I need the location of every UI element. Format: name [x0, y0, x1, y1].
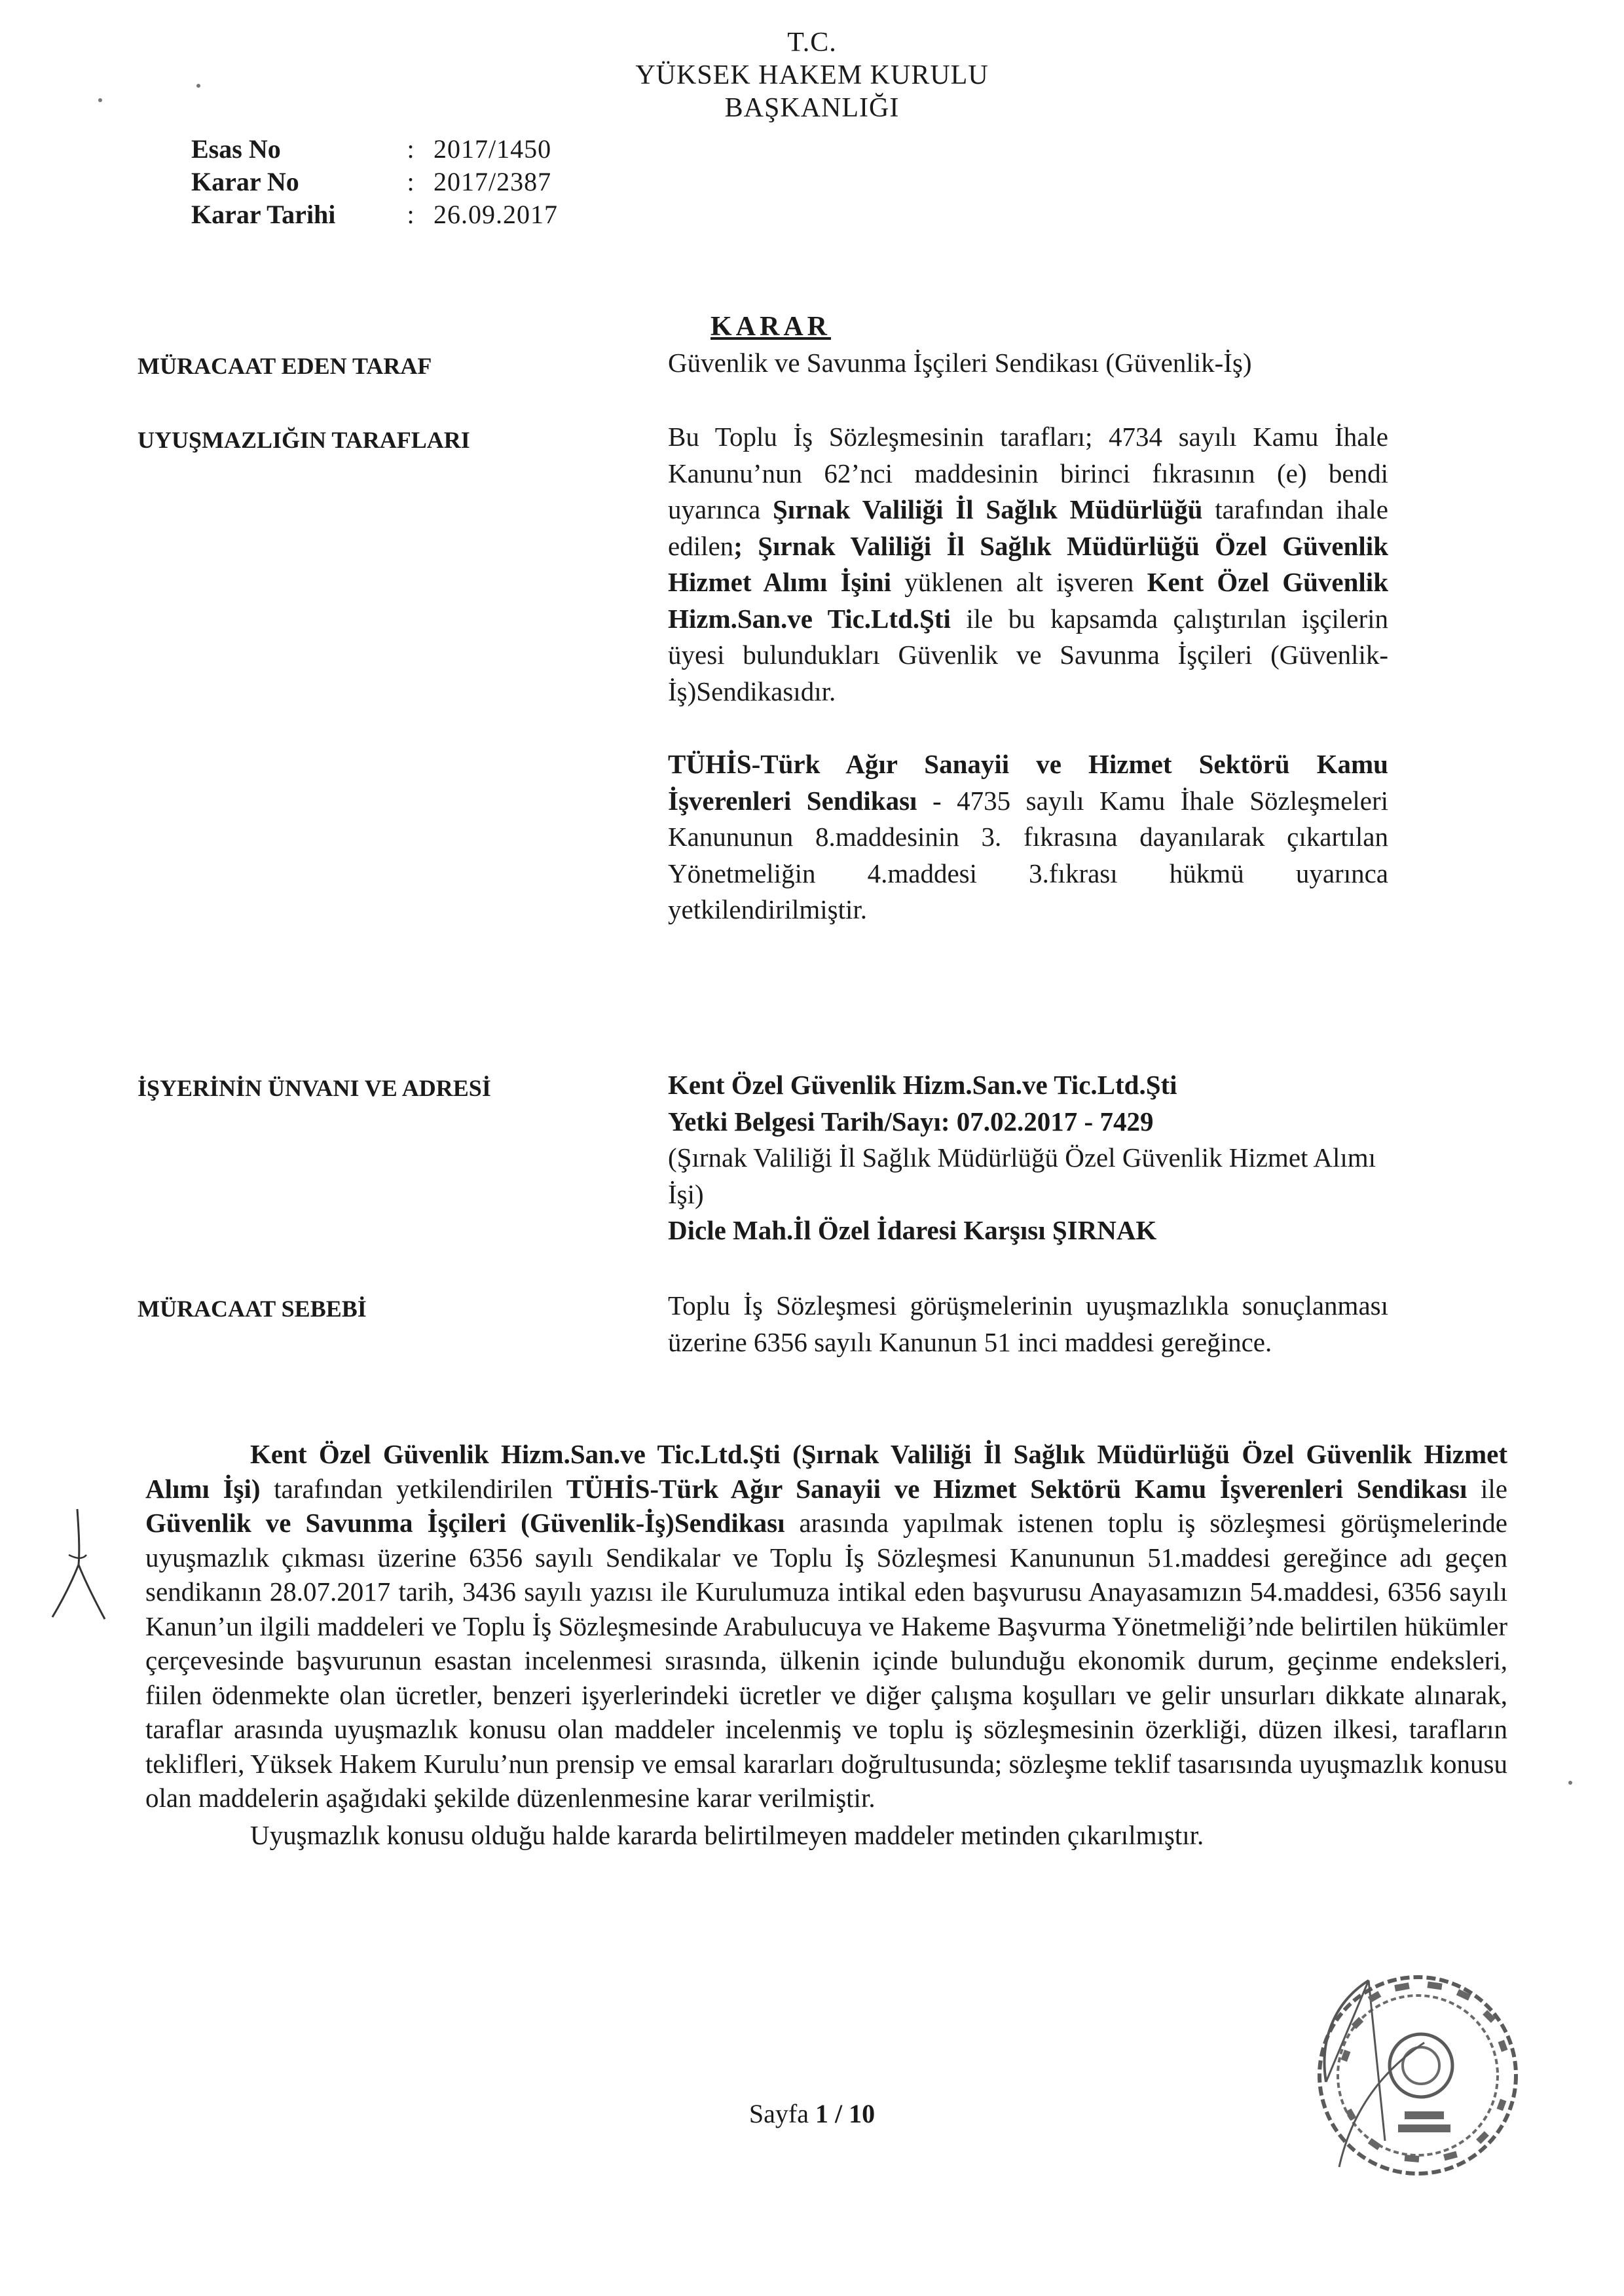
- text-span: tarafından yetkilendirilen: [260, 1473, 566, 1504]
- body-isyeri: [668, 1067, 1388, 1249]
- scan-speck: [98, 98, 102, 102]
- isyeri-address: Dicle Mah.İl Özel İdaresi Karşısı ŞIRNAK: [668, 1215, 1157, 1245]
- text-span: arasında yapılmak istenen toplu iş sözleşmesi görüşmelerinde uyuşmazlık çıkması üzerine 6356 sayılı Sendikalar ve Toplu İş Sözleşmesi Kanununun 51.maddesi gereğince adı geçen sendikanın 28.07.2017 tarih, 3436 sayılı yazısı ile Kurulumuza intikal eden başvurusu Anayasamızın 54.maddesi, 6356 sayılı Kanun’un ilgili maddeleri ve Toplu İş Sözleşmesinde Arabulucuya ve Hakeme Başvurma Yönetmeliği’nde belirtilen hükümler çerçevesinde başvurunun esastan incelenmesi sırasında, ülkenin içinde bulunduğu ekonomik durum, geçinme endeksleri, fiilen ödenmekte olan ücretler, benzeri işyerlerindeki ücretler ve diğer çalışma koşulları ve gelir unsurları dikkate alınarak, taraflar arasında uyuşmazlık konusu olan maddeler incelenmiş ve toplu iş sözleşmesinin özerkliği, düzen ilkesi, tarafların teklifleri, Yüksek Hakem Kurulu’nun prensip ve emsal kararları doğrultusunda; sözleşme teklif tasarısında uyuşmazlık konusu olan maddelerin aşağıdaki şekilde düzenlenmesine karar verilmiştir.: [145, 1508, 1507, 1813]
- body-muracaat-eden: Güvenlik ve Savunma İşçileri Sendikası (Güvenlik-İş): [668, 348, 1252, 378]
- bold-span: TÜHİS-Türk Ağır Sanayii ve Hizmet Sektörü Kamu İşverenleri Sendikası: [668, 749, 1388, 816]
- taraflar-paragraph-2: [668, 746, 1388, 928]
- text-span: ile bu kapsamda çalıştırılan işçilerin üyesi bulundukları Güvenlik ve Savunma İşçileri (Güvenlik-İş)Sendikasıdır.: [668, 603, 1388, 706]
- bold-span: Kent Özel Güvenlik Hizm.San.ve Tic.Ltd.Şti: [668, 567, 1388, 634]
- text-span: Bu Toplu İş Sözleşmesinin tarafları; 4734 sayılı Kamu İhale Kanunu’nun 62’nci maddesinin birinci fıkrasının (e) bendi uyarınca: [668, 422, 1388, 524]
- document-header: [563, 26, 1061, 124]
- meta-colon: :: [407, 200, 415, 229]
- karar-title: KARAR: [710, 312, 831, 342]
- body-sebep: Toplu İş Sözleşmesi görüşmelerinin uyuşmazlıkla sonuçlanması üzerine 6356 sayılı Kanunun 51 inci maddesi gereğince.: [668, 1290, 1388, 1357]
- meta-colon: :: [407, 134, 415, 164]
- meta-label: Karar No: [191, 167, 299, 196]
- meta-row-karar-no: [191, 166, 558, 198]
- header-line-kurul: YÜKSEK HAKEM KURULU: [635, 60, 989, 90]
- meta-row-esas: [191, 133, 558, 166]
- bold-span: Kent Özel Güvenlik Hizm.San.ve Tic.Ltd.Şti (Şırnak Valiliği İl Sağlık Müdürlüğü Özel Güvenlik Hizmet Alımı İşi): [145, 1439, 1507, 1504]
- isyeri-yetki-belgesi: Yetki Belgesi Tarih/Sayı: 07.02.2017 - 7429: [668, 1106, 1154, 1137]
- meta-row-karar-tarihi: [191, 198, 558, 231]
- taraflar-paragraph-1: [668, 419, 1388, 710]
- official-seal-stamp: [1254, 1944, 1542, 2187]
- main-paragraph-1: [145, 1437, 1507, 1815]
- isyeri-description: (Şırnak Valiliği İl Sağlık Müdürlüğü Özel Güvenlik Hizmet Alımı İşi): [668, 1142, 1376, 1209]
- text-span: ile: [1467, 1473, 1507, 1504]
- label-isyeri: İŞYERİNİN ÜNVANI VE ADRESİ: [138, 1075, 491, 1101]
- page-prefix: Sayfa: [748, 2099, 815, 2128]
- case-meta: [191, 133, 558, 231]
- meta-colon: :: [407, 167, 415, 196]
- isyeri-name: Kent Özel Güvenlik Hizm.San.ve Tic.Ltd.Şti: [668, 1070, 1177, 1100]
- bold-span: Şırnak Valiliği İl Sağlık Müdürlüğü: [772, 494, 1203, 524]
- label-muracaat-eden: MÜRACAAT EDEN TARAF: [138, 353, 432, 379]
- scan-speck: [196, 84, 200, 88]
- header-line-baskanlik: BAŞKANLIĞI: [724, 93, 900, 123]
- meta-label: Karar Tarihi: [191, 200, 336, 229]
- label-sebep: MÜRACAAT SEBEBİ: [138, 1296, 367, 1322]
- text-span: yüklenen alt işveren: [891, 567, 1147, 597]
- meta-value: 2017/1450: [434, 134, 552, 164]
- page-number: 1 / 10: [815, 2099, 876, 2128]
- text-span: - 4735 sayılı Kamu İhale Sözleşmeleri Kanununun 8.maddesinin 3. fıkrasına dayanılarak çıkartılan Yönetmeliğin 4.maddesi 3.fıkrası hükmü uyarınca yetkilendirilmiştir.: [668, 785, 1388, 924]
- meta-value: 2017/2387: [434, 167, 552, 196]
- label-taraflar: UYUŞMAZLIĞIN TARAFLARI: [138, 427, 470, 453]
- meta-label: Esas No: [191, 134, 281, 164]
- scan-speck: [1568, 1781, 1572, 1785]
- text-span: tarafından ihale edilen: [668, 494, 1388, 561]
- signature-mark: [39, 1503, 111, 1627]
- body-taraflar: [668, 419, 1388, 928]
- bold-span: ; Şırnak Valiliği İl Sağlık Müdürlüğü Özel Güvenlik Hizmet Alımı İşini: [668, 530, 1388, 597]
- main-paragraph-2: Uyuşmazlık konusu olduğu halde kararda belirtilmeyen maddeler metinden çıkarılmıştır.: [250, 1819, 1204, 1850]
- header-line-tc: T.C.: [787, 27, 837, 58]
- bold-span: TÜHİS-Türk Ağır Sanayii ve Hizmet Sektörü Kamu İşverenleri Sendikası: [566, 1473, 1467, 1504]
- main-decision-text: [145, 1437, 1507, 1852]
- meta-value: 26.09.2017: [434, 200, 558, 229]
- bold-span: Güvenlik ve Savunma İşçileri (Güvenlik-İş)Sendikası: [145, 1508, 785, 1538]
